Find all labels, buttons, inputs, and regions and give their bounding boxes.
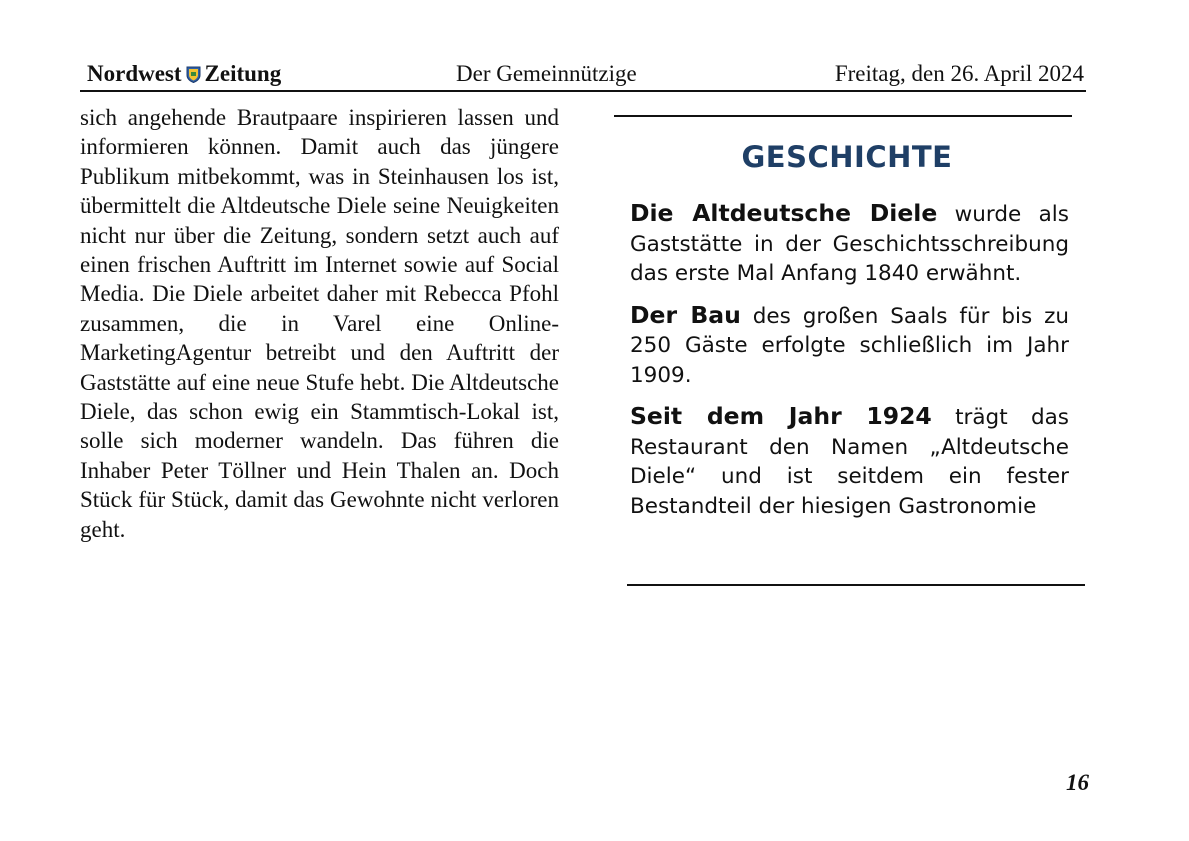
masthead-part1: Nordwest — [87, 61, 182, 86]
history-item — [630, 402, 1069, 521]
masthead — [87, 61, 281, 87]
history-item-text: des großen Saals für bis zu 250 Gäste erfolgte schließlich im Jahr 1909. — [630, 303, 1070, 388]
history-item — [630, 199, 1069, 289]
sidebar-bottom-rule — [627, 584, 1085, 586]
section-name: Der Gemeinnützige — [456, 61, 637, 86]
page-header — [80, 58, 1086, 92]
article-column — [80, 103, 559, 544]
sidebar-title: GESCHICHTE — [741, 140, 953, 174]
coat-of-arms-icon — [186, 66, 201, 83]
history-item-text: wurde als Gaststätte in der Geschichtsschreibung das erste Mal Anfang 1840 erwähnt. — [630, 202, 1069, 286]
history-item — [630, 301, 1069, 391]
history-item-lead: Der Bau — [630, 300, 741, 329]
article-body: sich angehende Brautpaare inspirieren lassen und informieren können. Damit auch das jüngere Publikum mitbekommt, was in Steinhausen los ist, übermittelt die Altdeutsche Diele seine Neuigkeiten nicht nur über die Zeitung, sondern setzt auch auf einen frischen Auftritt im Internet sowie auf Social Media. Die Diele arbeitet daher mit Rebecca Pfohl zusammen, die in Varel eine Online-MarketingAgentur betreibt und den Auftritt der Gaststätte auf eine neue Stufe hebt. Die Altdeutsche Diele, das schon ewig ein Stammtisch-Lokal ist, solle sich moderner wandeln. Das führen die Inhaber Peter Töllner und Hein Thalen an. Doch Stück für Stück, damit das Gewohnte nicht verloren geht. — [80, 105, 559, 542]
history-item-lead: Seit dem Jahr 1924 — [630, 402, 932, 430]
history-box — [630, 199, 1069, 533]
history-item-lead: Die Altdeutsche Diele — [630, 199, 938, 227]
issue-date: Freitag, den 26. April 2024 — [834, 61, 1084, 86]
page-number: 16 — [1066, 770, 1089, 795]
history-item-text: trägt das Restaurant den Namen „Altdeutsche Diele“ und ist seitdem ein fester Bestandteil der hiesigen Gastronomie — [630, 405, 1069, 519]
masthead-part2: Zeitung — [204, 61, 282, 86]
sidebar-top-rule — [614, 115, 1072, 117]
